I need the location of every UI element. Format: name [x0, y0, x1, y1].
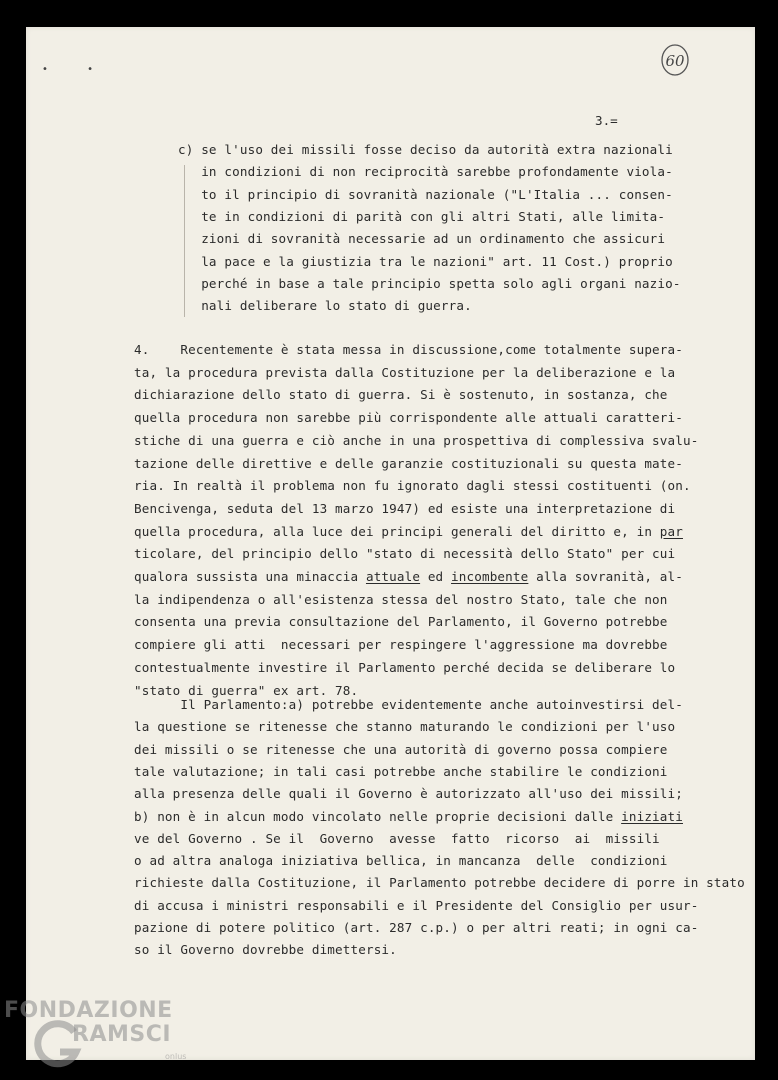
text-line: o ad altra analoga iniziativa bellica, in mancanza delle condizioni: [134, 853, 668, 869]
text-line: to il principio di sovranità nazionale ("L'Italia ... consen-: [178, 186, 673, 202]
text-line: te in condizioni di parità con gli altri Stati, alle limita-: [178, 208, 666, 224]
text-line: ticolare, del principio dello "stato di necessità dello Stato" per cui: [134, 546, 676, 562]
text-line: dei missili o se ritenesse che una autorità di governo possa compiere: [134, 741, 668, 757]
text-line: tale valutazione; in tali casi potrebbe anche stabilire le condizioni: [134, 763, 668, 779]
text-line: la questione se ritenesse che stanno maturando le condizioni per l'uso: [134, 719, 676, 735]
text-line: stiche di una guerra e ciò anche in una prospettiva di complessiva svalu-: [134, 432, 699, 448]
text-line: quella procedura non sarebbe più corrispondente alle attuali caratteri-: [134, 410, 683, 426]
watermark-g-logo-icon: [34, 1018, 82, 1070]
margin-marks: • •: [42, 64, 111, 75]
page-number: 3.=: [595, 113, 618, 128]
text-line: perché in base a tale principio spetta solo agli organi nazio-: [178, 275, 681, 291]
text-line: ve del Governo . Se il Governo avesse fatto ricorso ai missili: [134, 830, 660, 846]
text-line: la indipendenza o all'esistenza stessa del nostro Stato, tale che non: [134, 591, 668, 607]
text-line: quella procedura, alla luce dei principi generali del diritto e, in par: [134, 523, 683, 539]
text-line: qualora sussista una minaccia attuale ed incombente alla sovranità, al-: [134, 569, 684, 584]
text-line: Bencivenga, seduta del 13 marzo 1947) ed esiste una interpretazione di: [134, 500, 676, 516]
text-line: so il Governo dovrebbe dimettersi.: [134, 942, 397, 958]
svg-text:60: 60: [665, 52, 685, 70]
text-line: c) se l'uso dei missili fosse deciso da autorità extra nazionali: [178, 142, 673, 157]
text-line: dichiarazione dello stato di guerra. Si è sostenuto, in sostanza, che: [134, 387, 668, 403]
text-line: alla presenza delle quali il Governo è autorizzato all'uso dei missili;: [134, 786, 683, 802]
text-line: tazione delle direttive e delle garanzie costituzionali su questa mate-: [134, 455, 683, 471]
text-line: la pace e la giustizia tra le nazioni" art. 11 Cost.) proprio: [178, 253, 673, 269]
text-line: pazione di potere politico (art. 287 c.p.) o per altri reati; in ogni ca-: [134, 920, 699, 935]
text-line: consenta una previa consultazione del Parlamento, il Governo potrebbe: [134, 614, 668, 630]
text-line: Il Parlamento:a) potrebbe evidentemente anche autoinvestirsi del-: [134, 697, 683, 712]
text-line: compiere gli atti necessari per respingere l'aggressione ma dovrebbe: [134, 637, 668, 653]
watermark-line1: FONDAZIONE: [4, 998, 173, 1023]
text-line: nali deliberare lo stato di guerra.: [178, 298, 472, 314]
text-line: "stato di guerra" ex art. 78.: [134, 682, 359, 698]
text-line: contestualmente investire il Parlamento perché decida se deliberare lo: [134, 659, 676, 675]
text-line: zioni di sovranità necessarie ad un ordinamento che assicuri: [178, 231, 666, 247]
text-line: b) non è in alcun modo vincolato nelle proprie decisioni dalle iniziati: [134, 808, 683, 824]
watermark-sub: onlus: [165, 1052, 187, 1061]
watermark-line2: RAMSCI: [72, 1022, 172, 1047]
text-line: 4. Recentemente è stata messa in discussione,come totalmente supera-: [134, 342, 683, 357]
text-line: ria. In realtà il problema non fu ignorato dagli stessi costituenti (on.: [134, 478, 691, 494]
handwritten-page-number-icon: [660, 43, 690, 77]
text-line: ta, la procedura prevista dalla Costituzione per la deliberazione e la: [134, 364, 676, 380]
text-line: in condizioni di non reciprocità sarebbe profondamente viola-: [178, 164, 673, 180]
text-line: di accusa i ministri responsabili e il Presidente del Consiglio per usur-: [134, 897, 699, 913]
text-line: richieste dalla Costituzione, il Parlamento potrebbe decidere di porre in stato: [134, 875, 745, 891]
